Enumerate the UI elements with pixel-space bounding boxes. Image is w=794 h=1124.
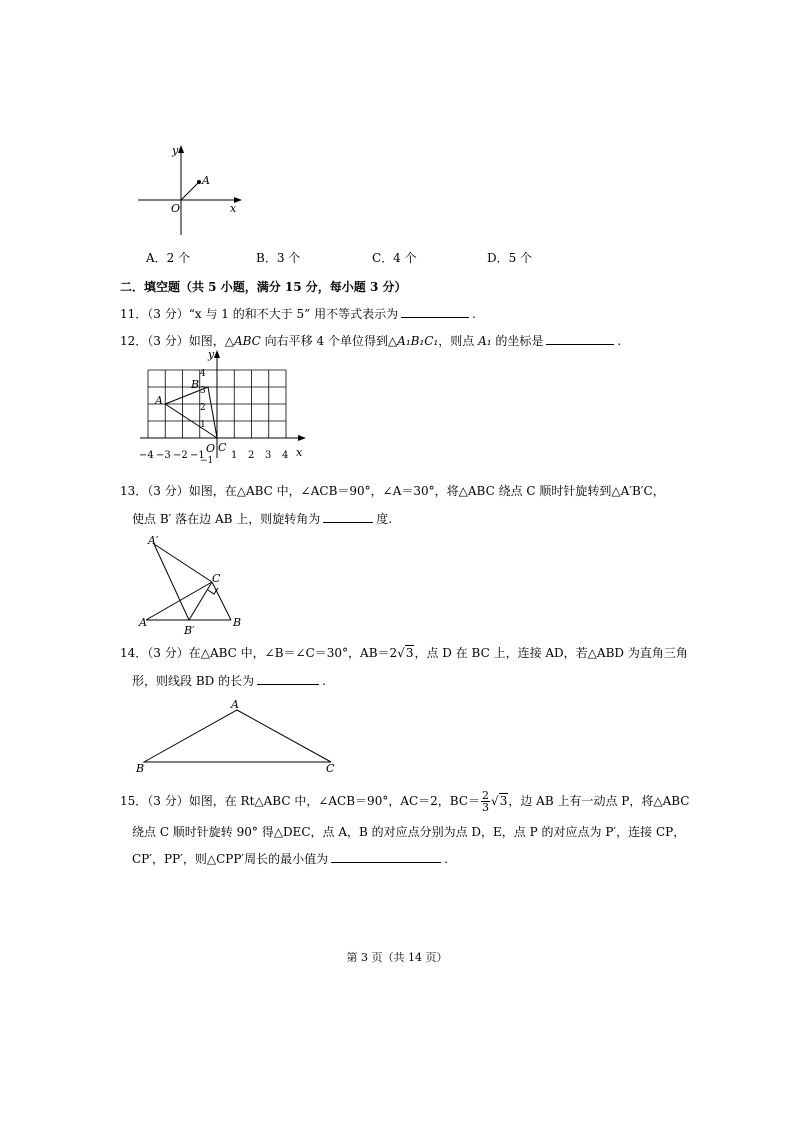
q12-x-tick: −1 xyxy=(190,450,205,461)
q12-grid-figure xyxy=(136,346,316,468)
question-13-line-1: 13．（3 分）如图，在△ABC 中，∠ACB＝90°，∠A＝30°，将△ABC 绕点 C 顺时针旋转到△A′B′C， xyxy=(120,484,665,498)
q10-option-d: D．5 个 xyxy=(487,251,533,265)
q14-root-expression: 2√3 xyxy=(389,646,414,660)
q10-point-a-label: A xyxy=(202,174,210,187)
q12-answer-blank[interactable] xyxy=(546,332,614,345)
q12-y-tick: 4 xyxy=(200,369,206,379)
question-15-line-3: CP′，PP′，则△CPP′周长的最小值为 . xyxy=(132,852,448,866)
q11-answer-blank[interactable] xyxy=(401,305,469,318)
question-12: 12．（3 分）如图，△ABC 向右平移 4 个单位得到△A₁B₁C₁，则点 A₁ 的坐标是 . xyxy=(120,334,622,348)
q13-rotation-figure xyxy=(136,532,256,637)
q12-x-tick: 3 xyxy=(265,450,272,461)
q10-origin-label: O xyxy=(171,202,181,215)
q13-answer-blank[interactable] xyxy=(323,510,373,523)
q13-point-a-label: A xyxy=(139,616,147,629)
q13-point-a1-label: A′ xyxy=(148,534,159,547)
q12-point-c-label: C xyxy=(218,441,227,454)
question-11: 11．（3 分）“x 与 1 的和不大于 5” 用不等式表示为 . xyxy=(120,307,476,321)
q14-point-c-label: C xyxy=(326,762,335,775)
question-13-line-2: 使点 B′ 落在边 AB 上，则旋转角为 度. xyxy=(132,512,393,526)
q13-point-b-label: B xyxy=(233,616,242,629)
q10-x-label: x xyxy=(230,202,237,215)
q12-x-tick: −3 xyxy=(156,450,171,461)
q12-x-tick: −4 xyxy=(139,450,154,461)
q10-y-label: y xyxy=(172,144,179,157)
page-footer: 第 3 页（共 14 页） xyxy=(346,951,448,964)
q10-option-a: A．2 个 xyxy=(146,251,191,265)
q12-y-tick: −1 xyxy=(200,456,214,466)
q12-y-tick: 2 xyxy=(200,403,206,413)
q14-answer-blank[interactable] xyxy=(257,672,319,685)
question-14-line-2: 形，则线段 BD 的长为 . xyxy=(132,674,326,688)
q13-point-b1-label: B′ xyxy=(184,624,195,637)
q13-point-c-label: C xyxy=(212,572,221,585)
q14-triangle-figure xyxy=(134,697,344,777)
q12-y-tick: 1 xyxy=(200,420,206,430)
q12-x-tick: 2 xyxy=(248,450,255,461)
q14-point-b-label: B xyxy=(136,762,145,775)
q12-point-a-label: A xyxy=(155,394,163,407)
q15-answer-blank[interactable] xyxy=(331,850,441,863)
question-15-line-2: 绕点 C 顺时针旋转 90° 得△DEC，点 A，B 的对应点分别为点 D，E，点 P 的对应点为 P′，连接 CP， xyxy=(132,825,686,839)
q12-point-b-label: B xyxy=(191,378,200,391)
q12-y-label: y xyxy=(208,348,215,361)
question-15-line-1: 15．（3 分）如图，在 Rt△ABC 中，∠ACB＝90°，AC＝2，BC＝ $\frac{2}{3}$ √3，边 AB 上有一动点 P，将△ABC xyxy=(120,789,690,814)
q10-coordinate-figure xyxy=(130,140,250,240)
section-heading: 二．填空题（共 5 小题，满分 15 分，每小题 3 分） xyxy=(120,280,407,294)
question-14-line-1: 14．（3 分）在△ABC 中，∠B＝∠C＝30°，AB＝2√3，点 D 在 BC 上，连接 AD，若△ABD 为直角三角 xyxy=(120,646,688,660)
q15-fraction: $\frac{2}{3}$ xyxy=(482,789,490,814)
q12-x-tick: 1 xyxy=(231,450,238,461)
q12-origin-label: O xyxy=(206,442,216,455)
q12-y-tick: 3 xyxy=(200,386,206,396)
q10-option-b: B．3 个 xyxy=(256,251,301,265)
q12-x-tick: −2 xyxy=(173,450,188,461)
q12-x-tick: 4 xyxy=(282,450,289,461)
q14-point-a-label: A xyxy=(231,698,239,711)
q10-option-c: C．4 个 xyxy=(372,251,417,265)
q12-x-label: x xyxy=(296,446,303,459)
